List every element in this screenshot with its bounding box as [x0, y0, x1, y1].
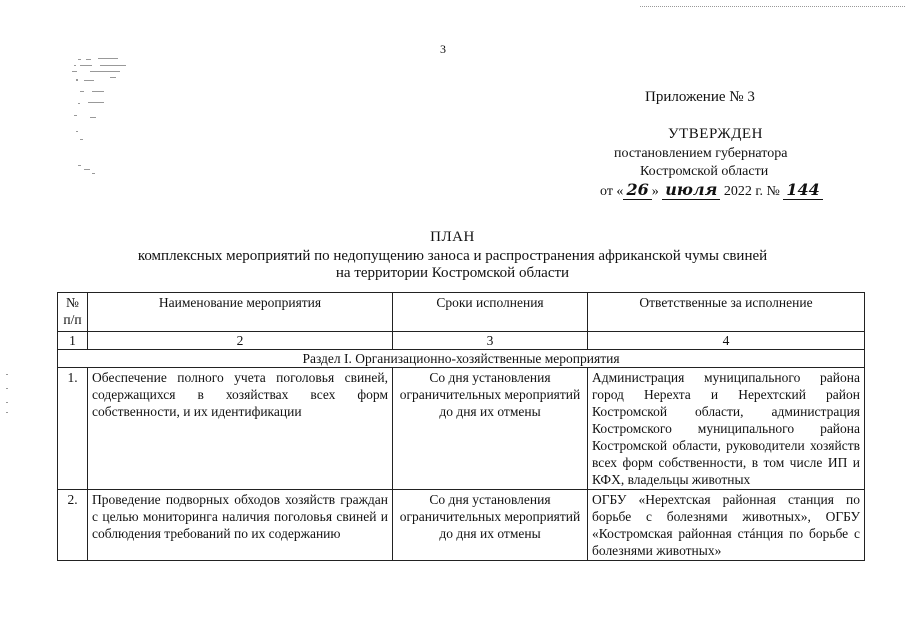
row-name: Проведение подворных обходов хозяйств граждан с целью мониторинга наличия поголовья свиней и соблюдения требований по их содержанию: [88, 490, 393, 561]
date-day-handwritten: 26: [623, 180, 651, 200]
column-number: 3: [393, 332, 588, 350]
section-row: [58, 350, 865, 368]
stamp-mark: [70, 55, 150, 185]
column-number-row: [58, 332, 865, 350]
top-edge-line: [640, 6, 905, 7]
row-responsible: Администрация муниципального района город Нерехта и Нерехтский район Костромской области, администрация Костромского муниципального района Костромской области, руководители хозяйств всех форм собственности, в том числе ИП и КФХ, владельцы животных: [588, 368, 865, 490]
approval-heading: УТВЕРЖДЕН: [668, 126, 763, 142]
approval-line-2: Костромской области: [640, 164, 769, 179]
plan-table: [57, 292, 865, 561]
margin-mark: [4, 370, 16, 420]
column-number: 1: [58, 332, 88, 350]
date-month-handwritten: июля: [662, 180, 720, 200]
row-terms: Со дня установления ограничительных мероприятий до дня их отмены: [393, 368, 588, 490]
approval-date: [600, 180, 823, 200]
header-terms: Сроки исполнения: [393, 293, 588, 332]
row-name: Обеспечение полного учета поголовья свиней, содержащихся в хозяйствах всех форм собственности, и их идентификации: [88, 368, 393, 490]
header-responsible: Ответственные за исполнение: [588, 293, 865, 332]
date-prefix: от «: [600, 184, 624, 199]
column-number: 2: [88, 332, 393, 350]
decree-number-handwritten: 144: [783, 180, 822, 200]
row-responsible: ОГБУ «Нерехтская районная станция по борьбе с болезнями животных», ОГБУ «Костромская районная стáнция по борьбе с болезнями животных»: [588, 490, 865, 561]
table-row: [58, 490, 865, 561]
table-row: [58, 368, 865, 490]
document-subtitle: комплексных мероприятий по недопущению заноса и распространения африканской чумы свиней: [137, 248, 768, 264]
table-header-row: [58, 293, 865, 332]
date-mid: »: [651, 184, 659, 199]
page-number: 3: [440, 42, 446, 56]
header-num: № п/п: [58, 293, 88, 332]
approval-line-1: постановлением губернатора: [614, 146, 788, 161]
row-number: 2.: [58, 490, 88, 561]
document-subtitle-2: на территории Костромской области: [335, 265, 570, 281]
row-number: 1.: [58, 368, 88, 490]
row-terms: Со дня установления ограничительных мероприятий до дня их отмены: [393, 490, 588, 561]
document-title: ПЛАН: [430, 229, 475, 245]
header-name: Наименование мероприятия: [88, 293, 393, 332]
appendix-label: Приложение № 3: [645, 89, 755, 105]
section-title: Раздел I. Организационно-хозяйственные мероприятия: [58, 350, 865, 368]
column-number: 4: [588, 332, 865, 350]
date-year: 2022 г. №: [723, 184, 780, 199]
